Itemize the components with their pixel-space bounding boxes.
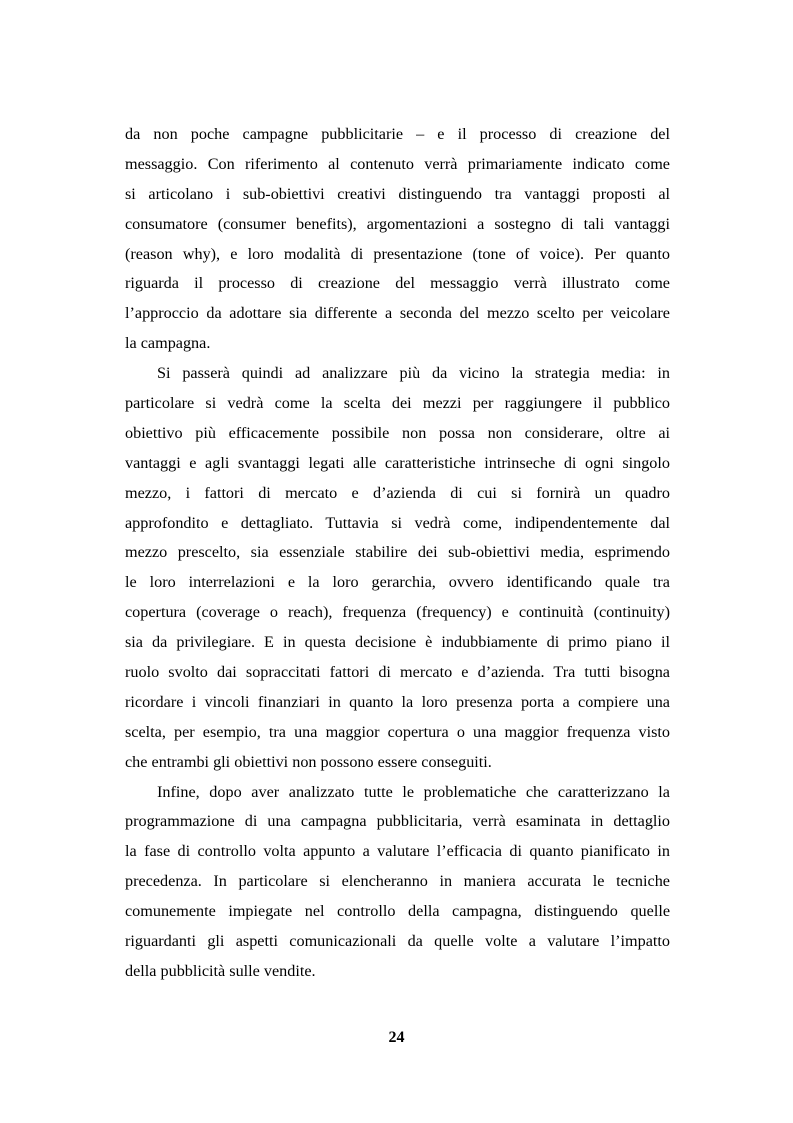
text-line: ricordare i vincoli finanziari in quanto la loro presenza porta a compiere una (125, 692, 670, 711)
text-line: scelta, per esempio, tra una maggior copertura o una maggior frequenza visto (125, 722, 670, 741)
page-number: 24 (388, 1029, 405, 1046)
text-line: che entrambi gli obiettivi non possono essere conseguiti. (125, 752, 492, 771)
text-line: Si passerà quindi ad analizzare più da vicino la strategia media: in (157, 364, 670, 383)
text-line: Infine, dopo aver analizzato tutte le problematiche che caratterizzano la (157, 782, 670, 801)
text-line: si articolano i sub-obiettivi creativi distinguendo tra vantaggi proposti al (125, 184, 670, 203)
paragraph-2 (125, 359, 670, 777)
text-line: consumatore (consumer benefits), argomentazioni a sostegno di tali vantaggi (125, 214, 670, 233)
paragraph-3 (125, 778, 670, 987)
text-line: la fase di controllo volta appunto a valutare l’efficacia di quanto pianificato in (125, 842, 670, 861)
text-line: sia da privilegiare. E in questa decisione è indubbiamente di primo piano il (125, 633, 670, 652)
text-line: della pubblicità sulle vendite. (125, 961, 316, 980)
text-line: l’approccio da adottare sia differente a seconda del mezzo scelto per veicolare (125, 304, 670, 323)
text-line: particolare si vedrà come la scelta dei mezzi per raggiungere il pubblico (125, 394, 670, 413)
text-line: da non poche campagne pubblicitarie – e il processo di creazione del (125, 125, 670, 143)
page-body (125, 120, 670, 987)
text-line: riguarda il processo di creazione del messaggio verrà illustrato come (125, 274, 670, 293)
text-line: programmazione di una campagna pubblicitaria, verrà esaminata in dettaglio (125, 812, 670, 831)
text-line: approfondito e dettagliato. Tuttavia si vedrà come, indipendentemente dal (125, 513, 670, 532)
text-line: obiettivo più efficacemente possibile non possa non considerare, oltre ai (125, 423, 670, 442)
paragraph-1 (125, 120, 670, 359)
text-line: mezzo prescelto, sia essenziale stabilire dei sub-obiettivi media, esprimendo (125, 543, 670, 562)
text-line: le loro interrelazioni e la loro gerarchia, ovvero identificando quale tra (125, 573, 670, 592)
text-line: copertura (coverage o reach), frequenza (frequency) e continuità (continuity) (125, 603, 670, 622)
text-line: precedenza. In particolare si elencheranno in maniera accurata le tecniche (125, 872, 670, 891)
text-line: la campagna. (125, 334, 211, 353)
text-line: ruolo svolto dai sopraccitati fattori di mercato e d’azienda. Tra tutti bisogna (125, 663, 670, 682)
text-line: mezzo, i fattori di mercato e d’azienda di cui si fornirà un quadro (125, 483, 670, 502)
text-line: comunemente impiegate nel controllo della campagna, distinguendo quelle (125, 902, 670, 921)
text-line: messaggio. Con riferimento al contenuto verrà primariamente indicato come (125, 154, 670, 173)
text-line: riguardanti gli aspetti comunicazionali da quelle volte a valutare l’impatto (125, 932, 670, 951)
text-line: (reason why), e loro modalità di presentazione (tone of voice). Per quanto (125, 244, 670, 263)
text-line: vantaggi e agli svantaggi legati alle caratteristiche intrinseche di ogni singolo (125, 453, 670, 472)
